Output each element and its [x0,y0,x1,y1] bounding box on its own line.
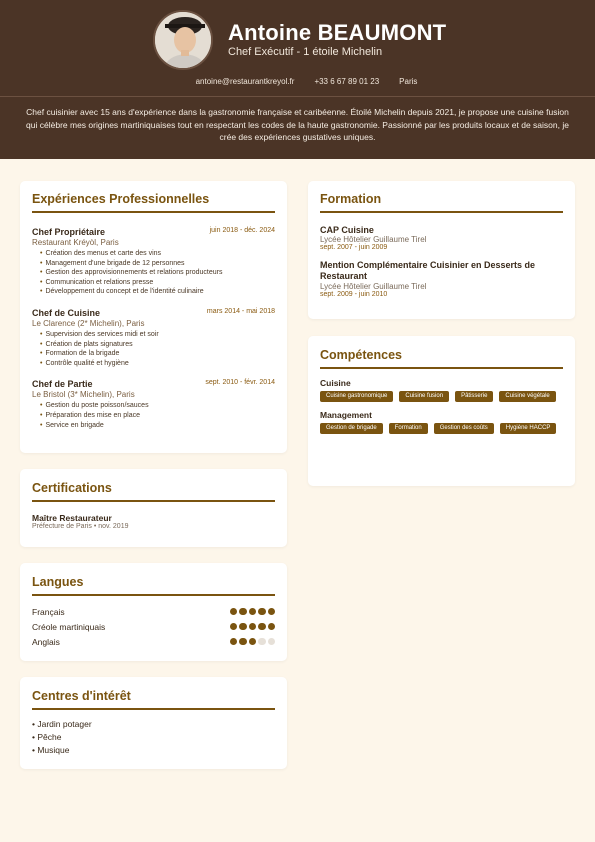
education-title: CAP Cuisine [320,225,374,235]
language-row [32,619,275,634]
language-level-dots [230,608,276,616]
languages-card [20,563,287,661]
education-date: sept. 2007 - juin 2009 [320,244,388,251]
experience-item [32,227,275,297]
experience-bullet: • Préparation des mise en place [40,411,275,421]
level-dot-filled [249,623,257,631]
profile-summary: Chef cuisinier avec 15 ans d'expérience dans la gastronomie française et caribéenne. Étoilé Michelin depuis 2021, je propose une cuisine fusion qui célèbre mes origines martiniquaises tout en respectant les codes de la haute gastronomie. Passionné par les produits locaux et de saison, je crée des expériences gustatives uniques. [26,107,569,142]
certification-detail: Préfecture de Paris • nov. 2019 [32,523,129,530]
experience-bullets [32,249,275,297]
city-text: Paris [399,77,418,86]
level-dot-filled [230,638,238,646]
certification-name: Maître Restaurateur [32,513,112,523]
experience-title: Chef Propriétaire [32,227,106,237]
education-card [308,181,575,319]
skill-category-name: Management [320,410,372,420]
candidate-role: Chef Exécutif - 1 étoile Michelin [228,46,383,58]
skill-tag: Gestion des coûts [434,423,494,434]
skills-heading: Compétences [320,348,563,369]
experience-bullet: • Service en brigade [40,421,275,431]
cv-header [0,0,595,159]
skill-tags [320,391,563,402]
experience-company: Restaurant Kréyòl, Paris [32,238,119,247]
level-dot-filled [258,608,266,616]
profile-photo [153,10,213,70]
skill-category-name: Cuisine [320,378,351,388]
languages-list [32,604,275,649]
language-row [32,634,275,649]
experience-date: mars 2014 - mai 2018 [206,307,275,315]
certifications-card [20,469,287,547]
experience-item [32,308,275,368]
phone-text: +33 6 67 89 01 23 [314,77,380,86]
skill-tag: Hygiène HACCP [500,423,557,434]
education-school: Lycée Hôtelier Guillaume Tirel [320,235,427,244]
contact-info [0,77,595,86]
experience-company: Le Bristol (3* Michelin), Paris [32,390,135,400]
skill-tag: Pâtisserie [455,391,493,402]
language-row [32,604,275,619]
skill-tag: Formation [389,423,428,434]
experience-bullets [32,401,275,430]
experiences-card [20,181,287,453]
level-dot-filled [249,638,257,646]
languages-heading: Langues [32,575,275,596]
level-dot-filled [230,608,238,616]
email-text: antoine@restaurantkreyol.fr [195,77,295,86]
language-level-dots [230,638,276,646]
experience-bullet: • Management d'une brigade de 12 personnes [40,259,275,269]
interests-card [20,677,287,769]
interests-heading: Centres d'intérêt [32,689,275,710]
experience-date: juin 2018 - déc. 2024 [209,227,275,234]
certification-item [32,513,275,530]
experience-title: Chef de Cuisine [32,307,101,318]
language-level-dots [230,623,276,631]
experience-item [32,379,275,430]
skill-category [320,378,563,402]
level-dot-filled [258,623,266,631]
education-title: Mention Complémentaire Cuisinier en Desserts de Restaurant [320,260,536,281]
level-dot-filled [239,623,247,631]
skill-tag: Cuisine fusion [399,391,449,402]
experience-bullet: • Développement du concept et de l'identité culinaire [40,287,275,297]
level-dot-filled [239,608,247,616]
level-dot-filled [239,638,247,646]
language-name: Français [32,606,65,617]
education-date: sept. 2009 - juin 2010 [320,291,388,298]
skill-tags [320,423,563,434]
header-divider [0,96,595,97]
interest-item: • Jardin potager [32,719,92,729]
experience-date: sept. 2010 - févr. 2014 [205,379,275,387]
experience-title: Chef de Partie [32,379,93,390]
skill-tag: Cuisine gastronomique [320,391,393,402]
skill-tag: Cuisine végétale [499,391,555,402]
candidate-name: Antoine BEAUMONT [228,20,447,45]
skill-tag: Gestion de brigade [320,423,383,434]
level-dot-filled [268,608,276,616]
avatar-portrait-icon [155,12,213,70]
experience-bullet: • Gestion du poste poisson/sauces [40,401,275,411]
education-item [320,260,563,298]
interests-list [32,718,275,757]
level-dot-empty [268,638,276,646]
level-dot-filled [268,623,276,631]
experience-bullet: • Création de plats signatures [40,340,275,350]
experience-bullet: • Création des menus et carte des vins [40,249,275,259]
level-dot-filled [230,623,238,631]
certifications-heading: Certifications [32,481,275,502]
level-dot-empty [258,638,266,646]
experience-bullet: • Contrôle qualité et hygiène [40,359,275,369]
experience-bullet: • Supervision des services midi et soir [40,330,275,340]
language-name: Anglais [32,636,60,647]
education-item [320,225,563,251]
level-dot-filled [249,608,257,616]
experience-company: Le Clarence (2* Michelin), Paris [32,318,145,328]
experiences-heading: Expériences Professionnelles [32,192,275,213]
experience-bullet: • Formation de la brigade [40,349,275,359]
interest-item: • Musique [32,745,70,755]
education-heading: Formation [320,192,563,213]
skill-category [320,410,563,434]
skills-card [308,336,575,486]
language-name: Créole martiniquais [32,621,106,632]
experience-bullet: • Communication et relations presse [40,278,275,288]
education-school: Lycée Hôtelier Guillaume Tirel [320,282,427,291]
experience-bullets [32,330,275,368]
interest-item: • Pêche [32,732,62,742]
experience-bullet: • Gestion des approvisionnements et relations producteurs [40,268,275,278]
